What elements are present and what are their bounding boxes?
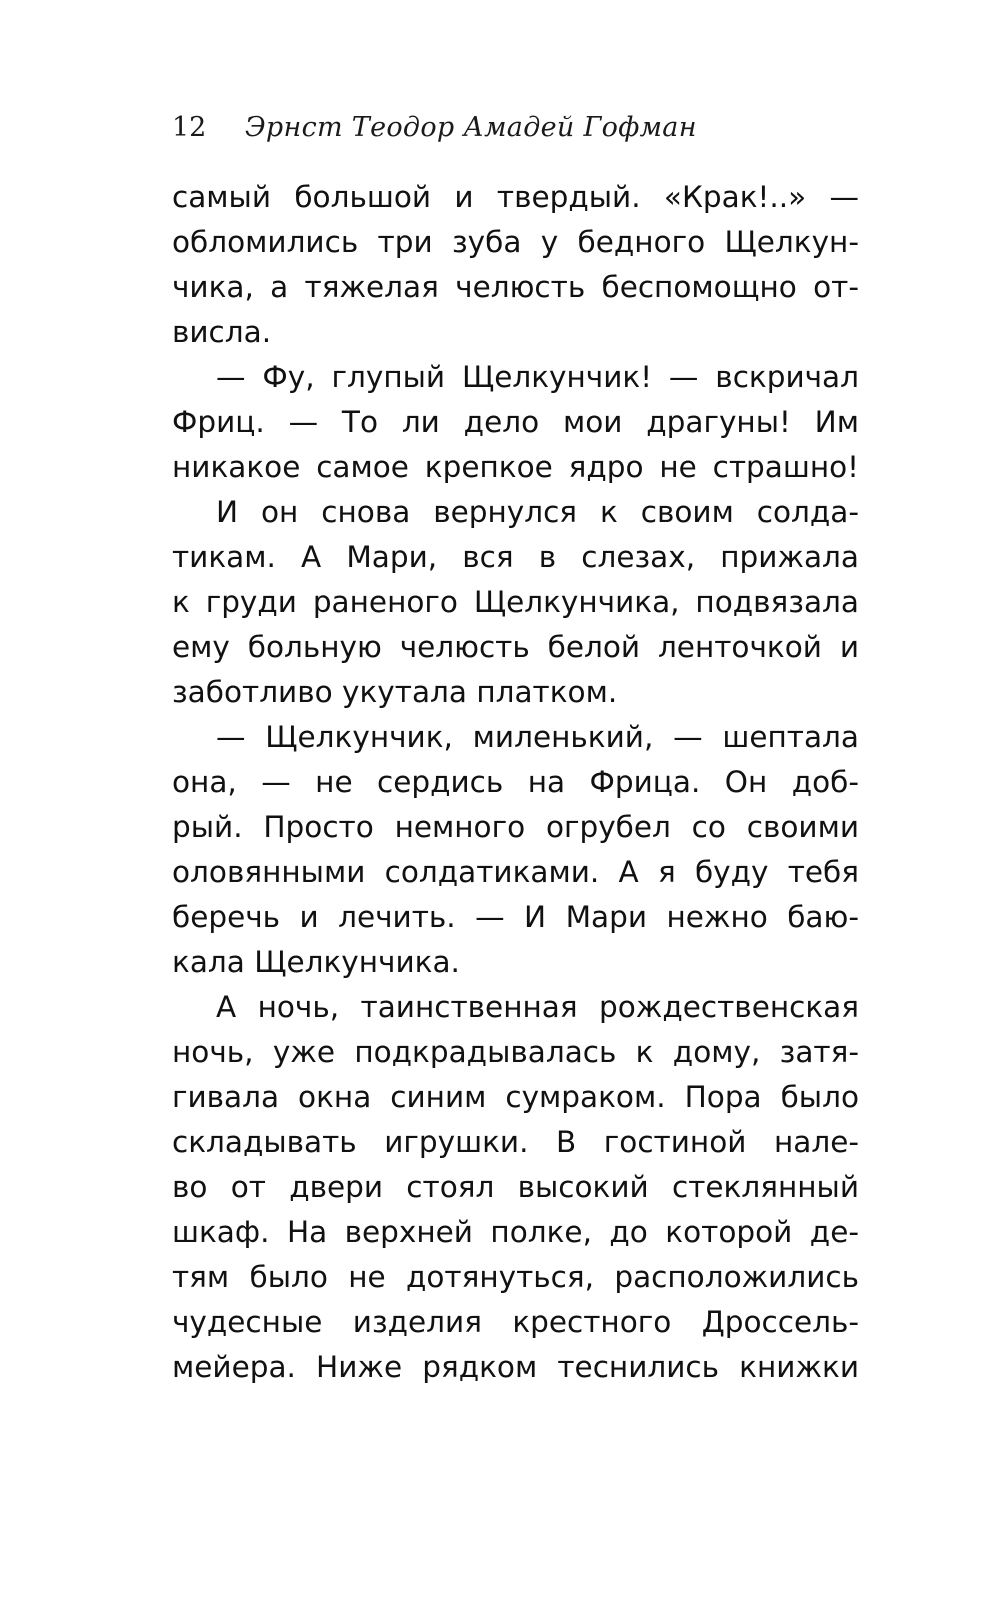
running-head (172, 112, 872, 156)
text-line: шкаф. На верхней полке, до которой де- (172, 1215, 859, 1249)
text-line: она, — не сердись на Фрица. Он доб- (172, 765, 859, 799)
text-line: обломились три зуба у бедного Щелкун- (172, 225, 859, 259)
text-line: висла. (172, 315, 272, 349)
text-line: никакое самое крепкое ядро не страшно! (172, 450, 859, 484)
text-line: И он снова вернулся к своим солда- (216, 495, 859, 529)
text-line: беречь и лечить. — И Мари нежно баю- (172, 900, 859, 934)
text-line: ему больную челюсть белой ленточкой и (172, 630, 859, 664)
text-line: — Щелкунчик, миленький, — шептала (216, 720, 859, 754)
text-line: во от двери стоял высокий стеклянный (172, 1170, 859, 1204)
text-line: тикам. А Мари, вся в слезах, прижала (172, 540, 859, 574)
text-line: рый. Просто немного огрубел со своими (172, 810, 859, 844)
text-line: Фриц. — То ли дело мои драгуны! Им (172, 405, 859, 439)
text-line: чика, а тяжелая челюсть беспомощно от- (172, 270, 859, 304)
text-line: складывать игрушки. В гостиной нале- (172, 1125, 859, 1159)
text-line: заботливо укутала платком. (172, 675, 618, 709)
text-line: самый большой и твердый. «Крак!..» — (172, 180, 859, 214)
text-line: оловянными солдатиками. А я буду тебя (172, 855, 859, 889)
text-line: тям было не дотянуться, расположились (172, 1260, 859, 1294)
text-line: чудесные изделия крестного Дроссель- (172, 1305, 859, 1339)
body-text (172, 175, 859, 1390)
text-line: ночь, уже подкрадывалась к дому, затя- (172, 1035, 859, 1069)
text-line: А ночь, таинственная рождественская (216, 990, 859, 1024)
text-line: гивала окна синим сумраком. Пора было (172, 1080, 859, 1114)
running-head-author: Эрнст Теодор Амадей Гофман (244, 112, 697, 143)
page-number: 12 (172, 112, 207, 143)
text-line: кала Щелкунчика. (172, 945, 460, 979)
text-line: к груди раненого Щелкунчика, подвязала (172, 585, 859, 619)
text-line: мейера. Ниже рядком теснились книжки (172, 1350, 859, 1384)
text-line: — Фу, глупый Щелкунчик! — вскричал (216, 360, 859, 394)
